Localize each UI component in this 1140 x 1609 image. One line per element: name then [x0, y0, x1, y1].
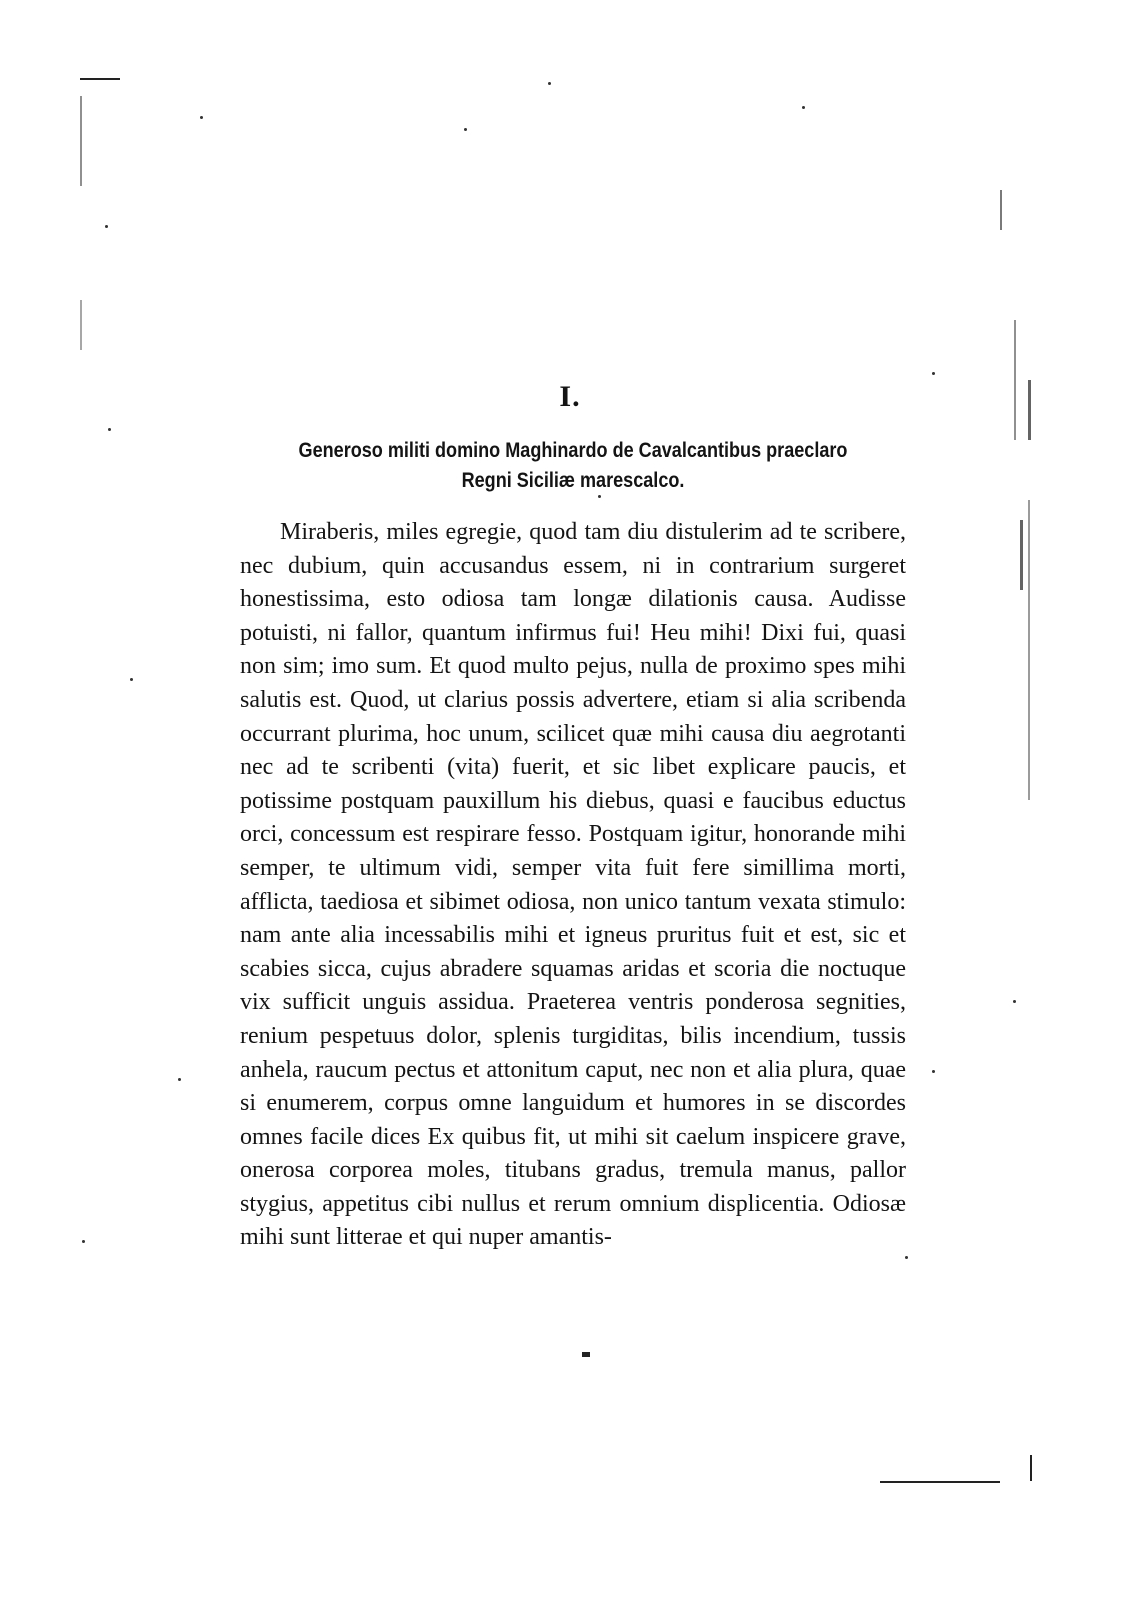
speck	[548, 82, 551, 85]
chapter-numeral: I.	[559, 380, 581, 413]
scan-edge-mark-bottom-right	[880, 1481, 1000, 1483]
speck	[1013, 1000, 1016, 1003]
scan-edge-mark-right-5	[1020, 520, 1023, 590]
scan-edge-mark-right-1	[1000, 190, 1002, 230]
scan-edge-mark-left-lower	[80, 300, 82, 350]
speck	[130, 678, 133, 681]
page-end-mark	[582, 1352, 590, 1357]
scan-edge-mark-left	[80, 96, 82, 186]
scan-edge-mark-bottom-right-vertical	[1030, 1455, 1032, 1481]
scan-edge-mark-right-4	[1028, 500, 1030, 800]
speck	[905, 1256, 908, 1259]
speck	[105, 225, 108, 228]
speck	[464, 128, 467, 131]
scan-edge-mark-top-left	[80, 78, 120, 80]
speck	[932, 372, 935, 375]
speck	[178, 1078, 181, 1081]
speck	[108, 428, 111, 431]
speck	[932, 1070, 935, 1073]
letter-body: Miraberis, miles egregie, quod tam diu distulerim ad te scribere, nec dubium, quin accusandus essem, ni in contrarium surgeret honestissima, esto odiosa tam longæ dilationis causa. Audisse potuisti, ni fallor, quantum infirmus fui! Heu mihi! Dixi fui, quasi non sim; imo sum. Et quod multo pejus, nulla de proximo spes mihi salutis est. Quod, ut clarius possis advertere, etiam si alia scribenda occurrant plurima, hoc unum, scilicet quæ mihi causa diu aegrotanti nec ad te scribenti (vita) fuerit, et sic libet explicare paucis, et potissime postquam pauxillum his diebus, quasi e faucibus eductus orci, concessum est respirare fesso. Postquam igitur, honorande mihi semper, te ultimum vidi, semper vita fuit fere simillima morti, afflicta, taediosa et sibimet odiosa, non unico tantum vexata stimulo: nam ante alia incessabilis mihi et igneus pruritus fuit et est, sic et scabies sicca, cujus abradere squamas aridas et scoria die noctuque vix sufficit unguis assidua. Praeterea ventris ponderosa segnities, renium pespetuus dolor, splenis turgiditas, bilis incendium, tussis anhela, raucum pectus et attonitum caput, nec non et alia plura, quae si enumerem, corpus omne languidum et humores in se discordes omnes facile dices Ex quibus fit, ut mihi sit caelum inspicere grave, onerosa corporea moles, titubans gradus, tremula manus, pallor stygius, appetitus cibi nullus et rerum omnium displicentia. Odiosæ mihi sunt litterae et qui nuper amantis-	[240, 519, 906, 1251]
speck	[802, 106, 805, 109]
letter-address: Generoso militi domino Maghinardo de Cavalcantibus praeclaro Regni Siciliæ marescalco.	[298, 439, 848, 492]
speck	[200, 116, 203, 119]
speck	[82, 1240, 85, 1243]
